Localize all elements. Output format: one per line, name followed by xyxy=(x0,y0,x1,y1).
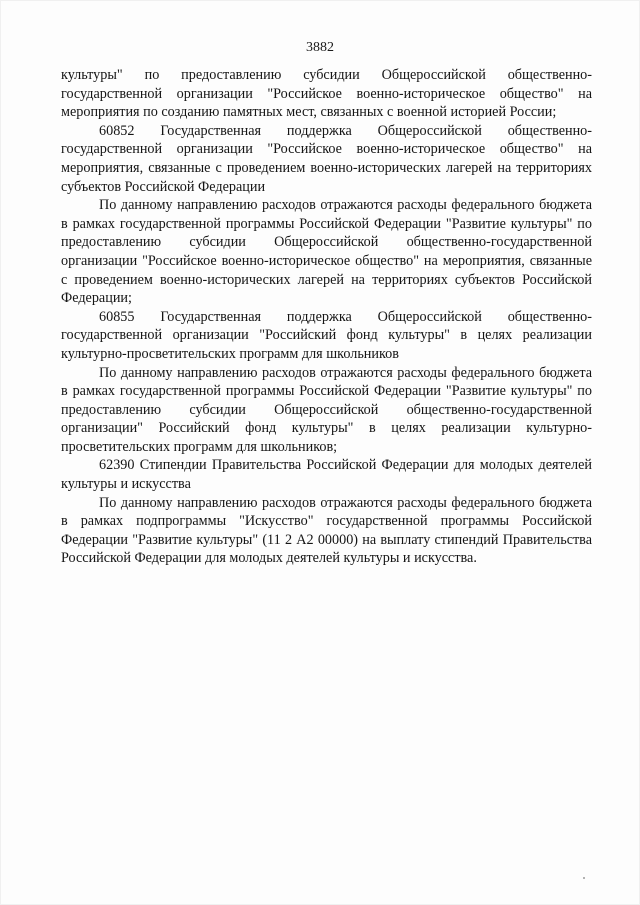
page-number: 3882 xyxy=(306,40,334,55)
paragraph-code-60852: 60852 Государственная поддержка Общероссийской общественно-государственной организации "Российское военно-историческое общество" на мероприятия, связанные с проведением военно-исторических лагерей на территориях субъектов Российской Федерации xyxy=(61,122,592,195)
scan-speck xyxy=(583,877,585,879)
paragraph-code-60855: 60855 Государственная поддержка Общероссийской общественно-государственной организации "Российский фонд культуры" в целях реализации культурно-просветительских программ для школьников xyxy=(61,308,592,362)
paragraph-code-62390: 62390 Стипендии Правительства Российской Федерации для молодых деятелей культуры и искусства xyxy=(61,457,592,493)
paragraph-60852-description: По данному направлению расходов отражаются расходы федерального бюджета в рамках государственной программы Российской Федерации "Развитие культуры" по предоставлению субсидии Общероссийской общественно-государственной организации "Российское военно-историческое общество" на мероприятия, связанные с проведением военно-исторических лагерей на территориях субъектов Российской Федерации; xyxy=(61,197,592,307)
paragraph-62390-description: По данному направлению расходов отражаются расходы федерального бюджета в рамках подпрограммы "Искусство" государственной программы Российской Федерации "Развитие культуры" (11 2 А2 00000) на выплату стипендий Правительства Российской Федерации для молодых деятелей культуры и искусства. xyxy=(61,494,592,567)
paragraph-continuation: культуры" по предоставлению субсидии Общероссийской общественно-государственной организации "Российское военно-историческое общество" на мероприятия по созданию памятных мест, связанных с военной историей России; xyxy=(61,67,592,121)
document-body xyxy=(61,66,592,568)
paragraph-60855-description: По данному направлению расходов отражаются расходы федерального бюджета в рамках государственной программы Российской Федерации "Развитие культуры" по предоставлению субсидии Общероссийской общественно-государственной организации" Российский фонд культуры" в целях реализации культурно-просветительских программ для школьников; xyxy=(61,364,592,455)
